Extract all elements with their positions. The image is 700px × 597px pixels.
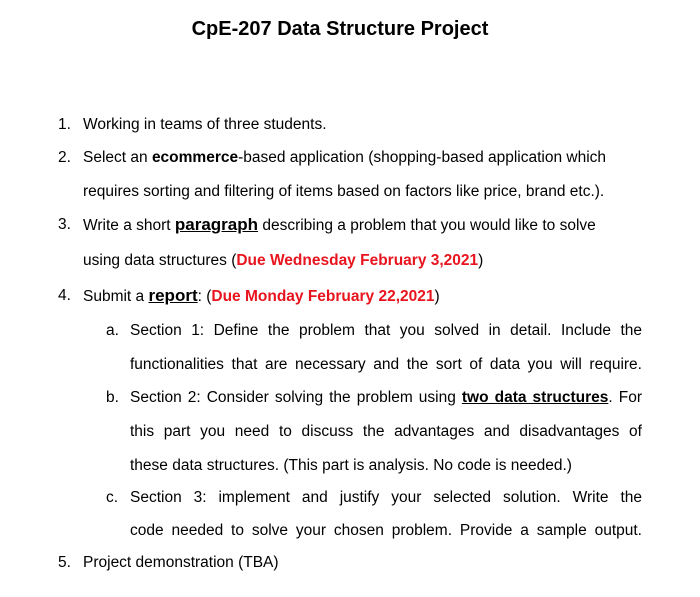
sub-item-a bbox=[106, 321, 119, 341]
item-number: 5. bbox=[58, 554, 71, 571]
item-text bbox=[83, 286, 440, 307]
text-segment: using data structures ( bbox=[83, 252, 237, 269]
item-number: 3. bbox=[58, 216, 71, 233]
item-text-line1 bbox=[83, 148, 606, 168]
underlined-text: report bbox=[148, 286, 198, 305]
text-segment: -based application (shopping-based application which bbox=[238, 149, 607, 166]
text-segment: Section 2: Consider solving the problem using bbox=[130, 389, 462, 406]
underlined-text: paragraph bbox=[174, 215, 259, 234]
sub-item-text-line1: Section 3: implement and justify your selected solution. Write the bbox=[130, 489, 642, 506]
item-number: 4. bbox=[58, 287, 71, 304]
due-date: Due Monday February 22,2021 bbox=[211, 288, 435, 305]
bold-text: ecommerce bbox=[151, 149, 239, 166]
sub-item-text-line1 bbox=[130, 388, 642, 408]
sub-item-text-line3: these data structures. (This part is analysis. No code is needed.) bbox=[130, 457, 572, 474]
item-text: Project demonstration (TBA) bbox=[83, 554, 279, 571]
text-segment: Select an bbox=[83, 149, 152, 166]
due-date: Due Wednesday February 3,2021 bbox=[236, 252, 479, 269]
item-number: 1. bbox=[58, 116, 71, 133]
sub-item-text-line2: functionalities that are necessary and the sort of data you will require. bbox=[130, 356, 642, 373]
item-text-line2: requires sorting and filtering of items based on factors like price, brand etc.). bbox=[83, 183, 605, 200]
page-title: CpE-207 Data Structure Project bbox=[191, 18, 489, 40]
list-item-4 bbox=[58, 286, 440, 306]
text-segment: Submit a bbox=[83, 288, 149, 305]
item-text-line1 bbox=[83, 215, 596, 236]
sub-item-letter: c. bbox=[106, 489, 119, 506]
item-number: 2. bbox=[58, 149, 71, 166]
sub-item-letter: a. bbox=[106, 322, 119, 339]
text-segment: . For bbox=[608, 389, 642, 406]
sub-item-b bbox=[106, 388, 119, 408]
item-text: Working in teams of three students. bbox=[83, 116, 327, 133]
text-segment: ) bbox=[478, 252, 484, 269]
sub-item-letter: b. bbox=[106, 389, 119, 406]
sub-item-text-line2: code needed to solve your chosen problem. Provide a sample output. bbox=[130, 522, 642, 539]
list-item-2 bbox=[58, 148, 607, 168]
list-item-3 bbox=[58, 215, 596, 235]
underlined-text: two data structures bbox=[461, 389, 609, 406]
text-segment: Write a short bbox=[83, 217, 175, 234]
item-text-line2 bbox=[83, 251, 483, 271]
sub-item-c bbox=[106, 488, 118, 508]
sub-item-text-line2: this part you need to discuss the advantages and disadvantages of bbox=[130, 423, 642, 440]
list-item-1 bbox=[58, 115, 327, 135]
text-segment: ) bbox=[434, 288, 440, 305]
text-segment: : ( bbox=[197, 288, 212, 305]
text-segment: describing a problem that you would like to solve bbox=[258, 217, 596, 234]
list-item-5 bbox=[58, 553, 279, 573]
sub-item-text-line1: Section 1: Define the problem that you solved in detail. Include the bbox=[130, 322, 642, 339]
